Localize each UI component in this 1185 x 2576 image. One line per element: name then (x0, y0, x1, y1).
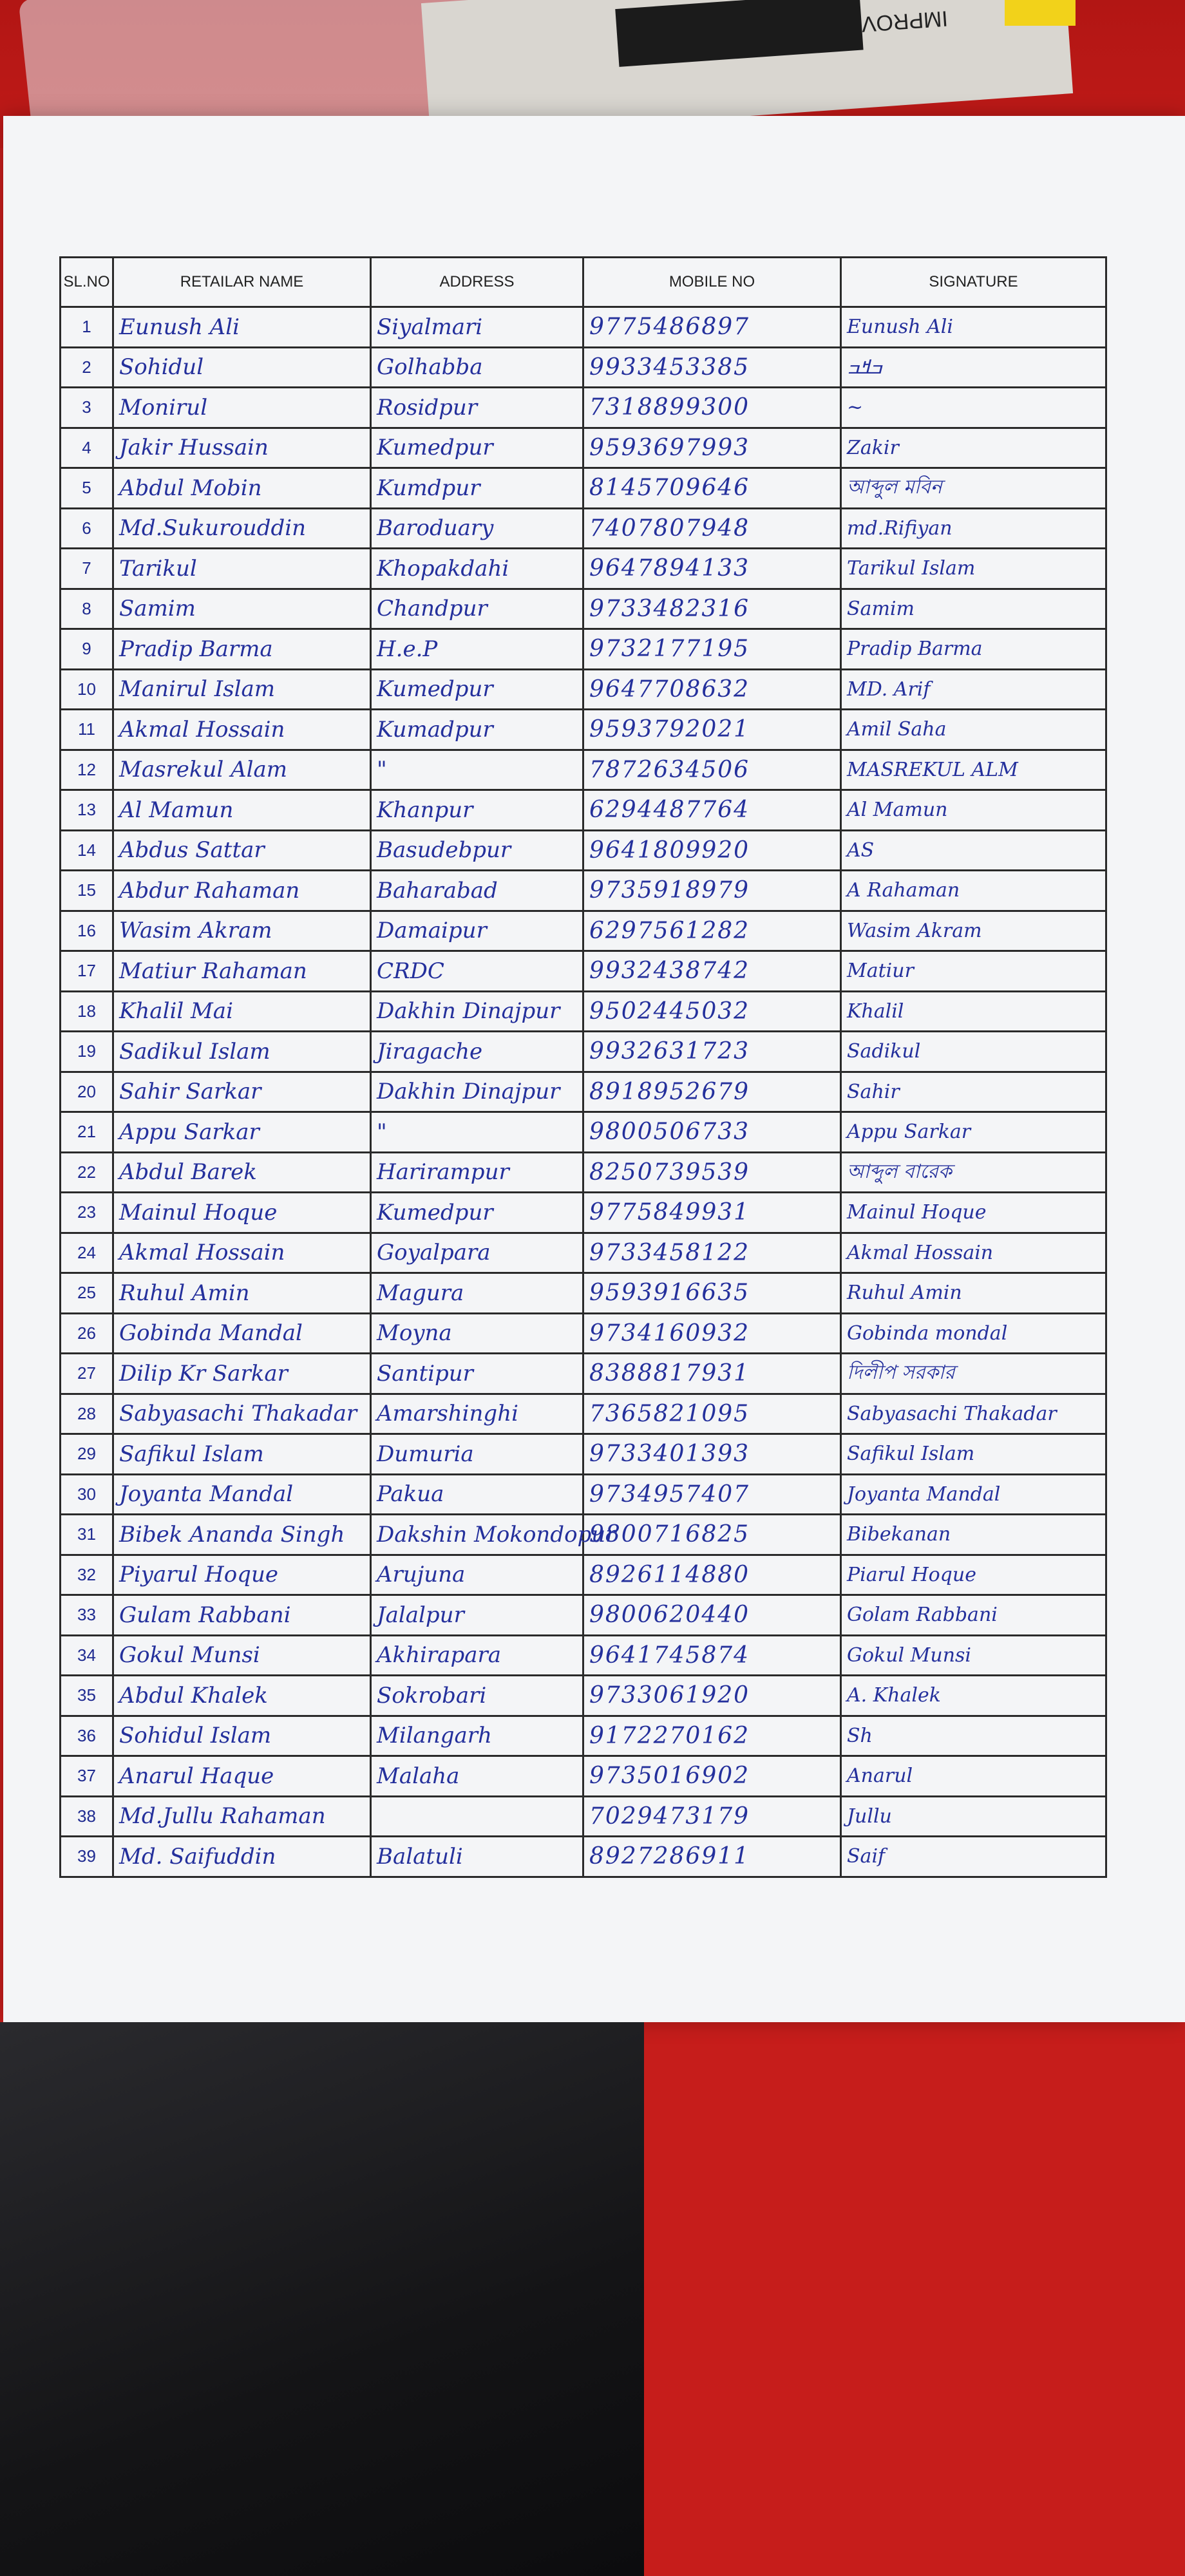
mobile-number-cell: 9735016902 (583, 1756, 841, 1797)
retailer-name-cell: Dilip Kr Sarkar (113, 1354, 371, 1394)
table-row (61, 347, 1106, 388)
signature-cell: Anarul (841, 1756, 1106, 1797)
address-cell: Dumuria (371, 1434, 583, 1475)
row-slno-cell: 2 (61, 347, 113, 388)
mobile-number-cell: 6294487764 (583, 790, 841, 831)
mobile-number-cell: 7318899300 (583, 388, 841, 428)
mobile-number-cell: 9733401393 (583, 1434, 841, 1475)
mobile-number-cell: 9593916635 (583, 1273, 841, 1314)
row-slno-cell: 9 (61, 629, 113, 670)
table-row (61, 307, 1106, 348)
address-cell: Siyalmari (371, 307, 583, 348)
mobile-number-cell: 9647894133 (583, 549, 841, 589)
row-slno-cell: 8 (61, 589, 113, 629)
retailer-name-cell: Gulam Rabbani (113, 1595, 371, 1636)
address-cell: Chandpur (371, 589, 583, 629)
retailer-name-cell: Eunush Ali (113, 307, 371, 348)
col-header-slno: SL.NO (61, 258, 113, 307)
signature-cell: Sabyasachi Thakadar (841, 1394, 1106, 1434)
yellow-tab (1005, 0, 1076, 26)
mobile-number-cell: 7872634506 (583, 750, 841, 790)
mobile-number-cell: 9932631723 (583, 1032, 841, 1072)
retailer-name-cell: Sabyasachi Thakadar (113, 1394, 371, 1434)
table-row (61, 428, 1106, 468)
row-slno-cell: 34 (61, 1635, 113, 1676)
table-row (61, 1555, 1106, 1595)
header-row (61, 258, 1106, 307)
address-cell: Kumedpur (371, 1193, 583, 1233)
address-cell: Goyalpara (371, 1233, 583, 1273)
table-row (61, 871, 1106, 911)
table-row (61, 1434, 1106, 1475)
retailer-name-cell: Akmal Hossain (113, 710, 371, 750)
signature-cell: Eunush Ali (841, 307, 1106, 348)
address-cell: Jalalpur (371, 1595, 583, 1636)
address-cell: Kumdpur (371, 468, 583, 509)
signature-cell: Golam Rabbani (841, 1595, 1106, 1636)
retailer-name-cell: Md.Jullu Rahaman (113, 1796, 371, 1837)
table-row (61, 1676, 1106, 1716)
table-row (61, 1394, 1106, 1434)
retailer-register (59, 256, 1105, 1878)
row-slno-cell: 37 (61, 1756, 113, 1797)
mobile-number-cell: 9933453385 (583, 347, 841, 388)
mobile-number-cell: 9734957407 (583, 1474, 841, 1515)
address-cell: CRDC (371, 951, 583, 992)
magazine-text: IMPROV (860, 6, 949, 37)
row-slno-cell: 26 (61, 1313, 113, 1354)
col-header-address: ADDRESS (371, 258, 583, 307)
table-row (61, 1796, 1106, 1837)
row-slno-cell: 5 (61, 468, 113, 509)
row-slno-cell: 10 (61, 669, 113, 710)
address-cell: Harirampur (371, 1152, 583, 1193)
address-cell: Dakhin Dinajpur (371, 1072, 583, 1112)
mobile-number-cell: 8388817931 (583, 1354, 841, 1394)
row-slno-cell: 23 (61, 1193, 113, 1233)
retailer-table (59, 256, 1107, 1878)
retailer-name-cell: Tarikul (113, 549, 371, 589)
retailer-name-cell: Anarul Haque (113, 1756, 371, 1797)
retailer-name-cell: Pradip Barma (113, 629, 371, 670)
retailer-name-cell: Akmal Hossain (113, 1233, 371, 1273)
address-cell: Pakua (371, 1474, 583, 1515)
table-body (61, 307, 1106, 1877)
signature-cell: Wasim Akram (841, 911, 1106, 951)
mobile-number-cell: 6297561282 (583, 911, 841, 951)
col-header-mobile: MOBILE NO (583, 258, 841, 307)
table-row (61, 1072, 1106, 1112)
row-slno-cell: 11 (61, 710, 113, 750)
retailer-name-cell: Khalil Mai (113, 991, 371, 1032)
signature-cell: Al Mamun (841, 790, 1106, 831)
row-slno-cell: 35 (61, 1676, 113, 1716)
address-cell: Amarshinghi (371, 1394, 583, 1434)
row-slno-cell: 22 (61, 1152, 113, 1193)
mobile-number-cell: 9734160932 (583, 1313, 841, 1354)
mobile-number-cell: 9733458122 (583, 1233, 841, 1273)
address-cell: Milangarh (371, 1716, 583, 1756)
table-row (61, 589, 1106, 629)
row-slno-cell: 16 (61, 911, 113, 951)
table-row (61, 1515, 1106, 1555)
signature-cell: ߏߞߏ (841, 347, 1106, 388)
col-header-retailer-name: RETAILAR NAME (113, 258, 371, 307)
mobile-number-cell: 8250739539 (583, 1152, 841, 1193)
retailer-name-cell: Sadikul Islam (113, 1032, 371, 1072)
signature-cell: Saif (841, 1837, 1106, 1877)
table-row (61, 1273, 1106, 1314)
retailer-name-cell: Sohidul Islam (113, 1716, 371, 1756)
table-row (61, 1837, 1106, 1877)
retailer-name-cell: Abdul Mobin (113, 468, 371, 509)
retailer-name-cell: Al Mamun (113, 790, 371, 831)
mobile-number-cell: 8145709646 (583, 468, 841, 509)
table-row (61, 750, 1106, 790)
retailer-name-cell: Safikul Islam (113, 1434, 371, 1475)
address-cell: Dakhin Dinajpur (371, 991, 583, 1032)
mobile-number-cell: 9775486897 (583, 307, 841, 348)
signature-cell: Khalil (841, 991, 1106, 1032)
address-cell: Akhirapara (371, 1635, 583, 1676)
table-row (61, 991, 1106, 1032)
signature-cell: Jullu (841, 1796, 1106, 1837)
signature-cell: Sahir (841, 1072, 1106, 1112)
retailer-name-cell: Abdus Sattar (113, 830, 371, 871)
table-row (61, 830, 1106, 871)
address-cell: Santipur (371, 1354, 583, 1394)
table-row (61, 911, 1106, 951)
mobile-number-cell: 9735918979 (583, 871, 841, 911)
address-cell: Damaipur (371, 911, 583, 951)
address-cell: " (371, 750, 583, 790)
row-slno-cell: 7 (61, 549, 113, 589)
mobile-number-cell: 9775849931 (583, 1193, 841, 1233)
retailer-name-cell: Abdul Khalek (113, 1676, 371, 1716)
retailer-name-cell: Abdur Rahaman (113, 871, 371, 911)
row-slno-cell: 13 (61, 790, 113, 831)
retailer-name-cell: Samim (113, 589, 371, 629)
col-header-signature: SIGNATURE (841, 258, 1106, 307)
signature-cell: আব্দুল মবিন (841, 468, 1106, 509)
signature-cell: MASREKUL ALM (841, 750, 1106, 790)
address-cell: Baroduary (371, 508, 583, 549)
signature-cell: আব্দুল বারেক (841, 1152, 1106, 1193)
signature-cell: দিলীপ সরকার (841, 1354, 1106, 1394)
table-row (61, 1313, 1106, 1354)
address-cell: Golhabba (371, 347, 583, 388)
mobile-number-cell: 9647708632 (583, 669, 841, 710)
signature-cell: Zakir (841, 428, 1106, 468)
dark-cloth (0, 2022, 644, 2576)
retailer-name-cell: Gokul Munsi (113, 1635, 371, 1676)
signature-cell: Sh (841, 1716, 1106, 1756)
retailer-name-cell: Masrekul Alam (113, 750, 371, 790)
mobile-number-cell: 9593697993 (583, 428, 841, 468)
table-row (61, 1152, 1106, 1193)
signature-cell: Bibekanan (841, 1515, 1106, 1555)
signature-cell: ~ (841, 388, 1106, 428)
signature-cell: Joyanta Mandal (841, 1474, 1106, 1515)
row-slno-cell: 3 (61, 388, 113, 428)
address-cell: Magura (371, 1273, 583, 1314)
mobile-number-cell: 9800716825 (583, 1515, 841, 1555)
address-cell: " (371, 1112, 583, 1153)
retailer-name-cell: Gobinda Mandal (113, 1313, 371, 1354)
row-slno-cell: 39 (61, 1837, 113, 1877)
row-slno-cell: 20 (61, 1072, 113, 1112)
signature-cell: Appu Sarkar (841, 1112, 1106, 1153)
row-slno-cell: 14 (61, 830, 113, 871)
magazine-band (615, 0, 863, 67)
signature-cell: Pradip Barma (841, 629, 1106, 670)
retailer-name-cell: Md. Saifuddin (113, 1837, 371, 1877)
mobile-number-cell: 9641745874 (583, 1635, 841, 1676)
row-slno-cell: 29 (61, 1434, 113, 1475)
row-slno-cell: 36 (61, 1716, 113, 1756)
retailer-name-cell: Mainul Hoque (113, 1193, 371, 1233)
table-row (61, 1193, 1106, 1233)
table-row (61, 669, 1106, 710)
address-cell: Malaha (371, 1756, 583, 1797)
mobile-number-cell: 9593792021 (583, 710, 841, 750)
address-cell (371, 1796, 583, 1837)
retailer-name-cell: Ruhul Amin (113, 1273, 371, 1314)
signature-cell: Amil Saha (841, 710, 1106, 750)
row-slno-cell: 24 (61, 1233, 113, 1273)
signature-cell: A. Khalek (841, 1676, 1106, 1716)
table-row (61, 1474, 1106, 1515)
address-cell: Kumadpur (371, 710, 583, 750)
retailer-name-cell: Matiur Rahaman (113, 951, 371, 992)
retailer-name-cell: Abdul Barek (113, 1152, 371, 1193)
table-row (61, 1635, 1106, 1676)
signature-cell: AS (841, 830, 1106, 871)
row-slno-cell: 6 (61, 508, 113, 549)
row-slno-cell: 12 (61, 750, 113, 790)
retailer-name-cell: Joyanta Mandal (113, 1474, 371, 1515)
address-cell: Moyna (371, 1313, 583, 1354)
signature-cell: Tarikul Islam (841, 549, 1106, 589)
address-cell: Khopakdahi (371, 549, 583, 589)
row-slno-cell: 17 (61, 951, 113, 992)
table-row (61, 710, 1106, 750)
mobile-number-cell: 9733482316 (583, 589, 841, 629)
row-slno-cell: 27 (61, 1354, 113, 1394)
row-slno-cell: 30 (61, 1474, 113, 1515)
row-slno-cell: 25 (61, 1273, 113, 1314)
mobile-number-cell: 7029473179 (583, 1796, 841, 1837)
row-slno-cell: 1 (61, 307, 113, 348)
signature-cell: Samim (841, 589, 1106, 629)
address-cell: Rosidpur (371, 388, 583, 428)
mobile-number-cell: 9800620440 (583, 1595, 841, 1636)
mobile-number-cell: 8926114880 (583, 1555, 841, 1595)
row-slno-cell: 33 (61, 1595, 113, 1636)
retailer-name-cell: Sahir Sarkar (113, 1072, 371, 1112)
mobile-number-cell: 9932438742 (583, 951, 841, 992)
address-cell: Arujuna (371, 1555, 583, 1595)
mobile-number-cell: 9172270162 (583, 1716, 841, 1756)
retailer-name-cell: Jakir Hussain (113, 428, 371, 468)
signature-cell: Gobinda mondal (841, 1313, 1106, 1354)
table-row (61, 1716, 1106, 1756)
row-slno-cell: 18 (61, 991, 113, 1032)
address-cell: Kumedpur (371, 428, 583, 468)
table-row (61, 1112, 1106, 1153)
row-slno-cell: 4 (61, 428, 113, 468)
row-slno-cell: 28 (61, 1394, 113, 1434)
mobile-number-cell: 9502445032 (583, 991, 841, 1032)
signature-cell: A Rahaman (841, 871, 1106, 911)
retailer-name-cell: Bibek Ananda Singh (113, 1515, 371, 1555)
retailer-name-cell: Wasim Akram (113, 911, 371, 951)
mobile-number-cell: 9732177195 (583, 629, 841, 670)
table-row (61, 508, 1106, 549)
address-cell: Sokrobari (371, 1676, 583, 1716)
signature-cell: Matiur (841, 951, 1106, 992)
address-cell: Jiragache (371, 1032, 583, 1072)
retailer-name-cell: Md.Sukurouddin (113, 508, 371, 549)
mobile-number-cell: 7365821095 (583, 1394, 841, 1434)
mobile-number-cell: 8918952679 (583, 1072, 841, 1112)
signature-cell: Sadikul (841, 1032, 1106, 1072)
mobile-number-cell: 7407807948 (583, 508, 841, 549)
row-slno-cell: 21 (61, 1112, 113, 1153)
signature-cell: Piarul Hoque (841, 1555, 1106, 1595)
address-cell: Baharabad (371, 871, 583, 911)
signature-cell: MD. Arif (841, 669, 1106, 710)
retailer-name-cell: Piyarul Hoque (113, 1555, 371, 1595)
table-row (61, 1032, 1106, 1072)
row-slno-cell: 31 (61, 1515, 113, 1555)
signature-cell: Safikul Islam (841, 1434, 1106, 1475)
row-slno-cell: 32 (61, 1555, 113, 1595)
signature-cell: md.Rifiyan (841, 508, 1106, 549)
table-row (61, 1233, 1106, 1273)
table-row (61, 1354, 1106, 1394)
table-row (61, 790, 1106, 831)
retailer-name-cell: Monirul (113, 388, 371, 428)
row-slno-cell: 15 (61, 871, 113, 911)
address-cell: Khanpur (371, 790, 583, 831)
address-cell: Dakshin Mokondopur (371, 1515, 583, 1555)
signature-cell: Ruhul Amin (841, 1273, 1106, 1314)
retailer-name-cell: Appu Sarkar (113, 1112, 371, 1153)
table-row (61, 1595, 1106, 1636)
address-cell: H.e.P (371, 629, 583, 670)
row-slno-cell: 19 (61, 1032, 113, 1072)
table-row (61, 629, 1106, 670)
address-cell: Basudebpur (371, 830, 583, 871)
table-row (61, 549, 1106, 589)
address-cell: Kumedpur (371, 669, 583, 710)
mobile-number-cell: 9641809920 (583, 830, 841, 871)
mobile-number-cell: 9733061920 (583, 1676, 841, 1716)
signature-cell: Mainul Hoque (841, 1193, 1106, 1233)
table-row (61, 1756, 1106, 1797)
table-row (61, 468, 1106, 509)
signature-cell: Gokul Munsi (841, 1635, 1106, 1676)
table-row (61, 951, 1106, 992)
row-slno-cell: 38 (61, 1796, 113, 1837)
address-cell: Balatuli (371, 1837, 583, 1877)
mobile-number-cell: 9800506733 (583, 1112, 841, 1153)
table-row (61, 388, 1106, 428)
retailer-name-cell: Sohidul (113, 347, 371, 388)
signature-cell: Akmal Hossain (841, 1233, 1106, 1273)
retailer-name-cell: Manirul Islam (113, 669, 371, 710)
mobile-number-cell: 8927286911 (583, 1837, 841, 1877)
